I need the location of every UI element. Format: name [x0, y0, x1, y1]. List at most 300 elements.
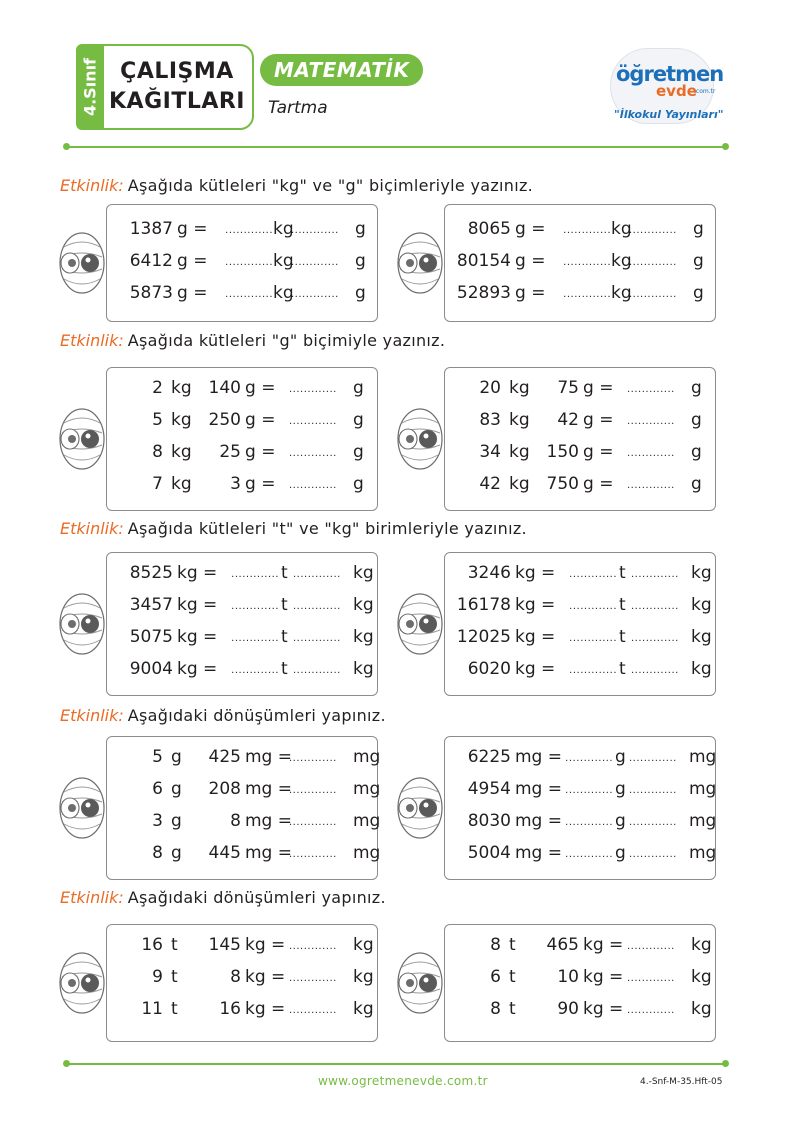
activity-heading — [60, 888, 386, 907]
answer-blank[interactable]: ............. — [289, 785, 337, 796]
value-2: 140 — [208, 378, 241, 398]
unit-1: t — [509, 999, 516, 1019]
exercise-row — [445, 378, 715, 402]
logo-text-top: öğretmen — [616, 62, 724, 86]
footer-divider — [66, 1063, 726, 1065]
unit-3: mg — [353, 779, 381, 799]
answer-blank[interactable]: ............. — [231, 601, 279, 612]
exercise-row — [445, 627, 715, 651]
unit-2: g — [615, 811, 626, 831]
answer-blank[interactable]: ............. — [569, 601, 617, 612]
divider-dot — [722, 143, 729, 150]
unit-2: kg — [273, 219, 294, 239]
zebra-mascot-icon — [56, 405, 108, 473]
value-main: 8030 — [467, 811, 511, 831]
unit-3: kg — [353, 563, 374, 583]
answer-blank[interactable]: ............. — [231, 633, 279, 644]
value-2: 250 — [208, 410, 241, 430]
subject-badge: MATEMATİK — [260, 54, 423, 86]
value-2: 208 — [208, 779, 241, 799]
answer-blank[interactable]: ............. — [627, 941, 675, 952]
exercise-row — [107, 563, 377, 587]
header-divider — [66, 146, 726, 148]
unit-3: g — [353, 410, 364, 430]
value-main: 5873 — [129, 283, 173, 303]
answer-blank[interactable]: ............. — [629, 849, 677, 860]
answer-blank[interactable]: ............. — [629, 257, 677, 268]
unit-2: g — [615, 843, 626, 863]
answer-blank[interactable]: ............. — [563, 289, 611, 300]
answer-blank[interactable]: ............. — [629, 753, 677, 764]
unit-1: t — [171, 967, 178, 987]
exercise-row — [107, 283, 377, 307]
answer-blank[interactable]: ............. — [569, 569, 617, 580]
value-2: 10 — [557, 967, 579, 987]
value-main: 8525 — [129, 563, 173, 583]
answer-blank[interactable]: ............. — [563, 257, 611, 268]
activity-heading — [60, 176, 533, 195]
answer-blank[interactable]: ............. — [629, 785, 677, 796]
unit-2: t — [281, 595, 288, 615]
exercise-row — [107, 967, 377, 991]
unit-2: mg = — [245, 747, 292, 767]
exercise-row — [445, 659, 715, 683]
exercise-row — [107, 595, 377, 619]
exercise-box-right — [444, 924, 716, 1042]
answer-blank[interactable]: ............. — [627, 416, 675, 427]
answer-blank[interactable]: ............. — [231, 665, 279, 676]
unit-1: g — [171, 843, 182, 863]
answer-blank[interactable]: ............. — [565, 753, 613, 764]
activity-instruction: Aşağıda kütleleri "t" ve "kg" birimleriyle yazınız. — [127, 519, 527, 538]
answer-blank[interactable]: ............. — [289, 448, 337, 459]
exercise-box-right — [444, 552, 716, 696]
unit-1: g = — [515, 219, 546, 239]
value-main: 8 — [490, 999, 501, 1019]
exercise-box-left — [106, 367, 378, 511]
exercise-row — [107, 627, 377, 651]
unit-1: kg — [509, 474, 530, 494]
unit-3: kg — [353, 659, 374, 679]
answer-blank[interactable]: ............. — [225, 225, 273, 236]
value-main: 6020 — [467, 659, 511, 679]
logo-text-domain: .com.tr — [694, 88, 716, 95]
exercise-row — [107, 251, 377, 275]
exercise-row — [445, 474, 715, 498]
exercise-row — [107, 811, 381, 835]
unit-2: kg = — [583, 935, 624, 955]
value-main: 12025 — [456, 627, 511, 647]
value-2: 145 — [208, 935, 241, 955]
value-main: 8 — [152, 843, 163, 863]
zebra-mascot-icon — [394, 229, 446, 297]
zebra-mascot-icon — [56, 229, 108, 297]
unit-2: mg = — [245, 843, 292, 863]
answer-blank[interactable]: ............. — [293, 569, 341, 580]
zebra-mascot-icon — [56, 590, 108, 658]
answer-blank[interactable]: ............. — [289, 973, 337, 984]
answer-blank[interactable]: ............. — [289, 753, 337, 764]
unit-1: kg = — [515, 627, 556, 647]
answer-blank[interactable]: ............. — [293, 633, 341, 644]
zebra-mascot-icon — [394, 590, 446, 658]
answer-blank[interactable]: ............. — [231, 569, 279, 580]
unit-2: g = — [245, 474, 276, 494]
answer-blank[interactable]: ............. — [565, 849, 613, 860]
exercise-row — [445, 283, 715, 307]
unit-2: t — [619, 627, 626, 647]
unit-2: t — [619, 563, 626, 583]
unit-3: g — [691, 474, 702, 494]
unit-1: mg = — [515, 843, 562, 863]
activity-heading — [60, 519, 527, 538]
unit-2: mg = — [245, 779, 292, 799]
unit-3: mg — [689, 747, 717, 767]
unit-1: kg — [171, 474, 192, 494]
unit-3: g — [691, 410, 702, 430]
unit-2: g — [615, 747, 626, 767]
answer-blank[interactable]: ............. — [569, 633, 617, 644]
exercise-row — [107, 843, 381, 867]
activity-instruction: Aşağıda kütleleri "kg" ve "g" biçimleriyle yazınız. — [127, 176, 534, 195]
answer-blank[interactable]: ............. — [289, 480, 337, 491]
unit-3: kg — [691, 967, 712, 987]
activity-heading — [60, 331, 445, 350]
logo-text-mid: evde — [656, 82, 697, 100]
answer-blank[interactable]: ............. — [627, 973, 675, 984]
unit-1: g = — [177, 251, 208, 271]
unit-1: mg = — [515, 811, 562, 831]
exercise-row — [107, 442, 377, 466]
unit-3: kg — [691, 627, 712, 647]
exercise-row — [107, 779, 381, 803]
value-main: 83 — [479, 410, 501, 430]
answer-blank[interactable]: ............. — [627, 1005, 675, 1016]
value-2: 8 — [230, 811, 241, 831]
exercise-box-left — [106, 736, 381, 880]
unit-1: kg = — [177, 595, 218, 615]
value-2: 16 — [219, 999, 241, 1019]
unit-3: g — [693, 283, 704, 303]
answer-blank[interactable]: ............. — [569, 665, 617, 676]
divider-dot — [722, 1060, 729, 1067]
unit-2: g = — [245, 442, 276, 462]
zebra-mascot-icon — [394, 949, 446, 1017]
exercise-row — [445, 563, 715, 587]
activity-instruction: Aşağıda kütleleri "g" biçimiyle yazınız. — [127, 331, 446, 350]
unit-3: kg — [353, 595, 374, 615]
unit-1: kg = — [177, 659, 218, 679]
value-main: 1387 — [129, 219, 173, 239]
unit-1: g — [171, 747, 182, 767]
unit-3: g — [353, 442, 364, 462]
unit-1: kg — [509, 410, 530, 430]
title-line-2: KAĞITLARI — [109, 89, 245, 114]
unit-1: t — [171, 999, 178, 1019]
unit-3: mg — [353, 747, 381, 767]
unit-3: g — [691, 378, 702, 398]
grade-label: 4.Sınıf — [80, 57, 100, 117]
unit-2: g = — [583, 474, 614, 494]
topic-label: Tartma — [268, 98, 328, 118]
unit-1: g = — [177, 283, 208, 303]
exercise-row — [445, 811, 715, 835]
unit-3: g — [355, 251, 366, 271]
unit-3: mg — [353, 811, 381, 831]
unit-3: mg — [689, 779, 717, 799]
answer-blank[interactable]: ............. — [627, 384, 675, 395]
unit-2: kg — [611, 219, 632, 239]
unit-2: kg — [273, 283, 294, 303]
value-main: 5075 — [129, 627, 173, 647]
unit-2: g = — [245, 410, 276, 430]
unit-3: kg — [353, 627, 374, 647]
exercise-box-right — [444, 736, 716, 880]
unit-2: g = — [245, 378, 276, 398]
unit-3: g — [693, 251, 704, 271]
unit-1: kg — [171, 378, 192, 398]
answer-blank[interactable]: ............. — [563, 225, 611, 236]
exercise-box-left — [106, 924, 378, 1042]
exercise-row — [445, 219, 715, 243]
answer-blank[interactable]: ............. — [225, 289, 273, 300]
exercise-row — [445, 935, 715, 959]
answer-blank[interactable]: ............. — [631, 665, 679, 676]
unit-1: g — [171, 811, 182, 831]
unit-3: g — [353, 378, 364, 398]
exercise-row — [107, 935, 377, 959]
unit-3: kg — [353, 935, 374, 955]
value-main: 4954 — [467, 779, 511, 799]
value-2: 25 — [219, 442, 241, 462]
value-main: 34 — [479, 442, 501, 462]
zebra-mascot-icon — [394, 405, 446, 473]
unit-3: kg — [353, 999, 374, 1019]
value-main: 3246 — [467, 563, 511, 583]
unit-3: kg — [353, 967, 374, 987]
answer-blank[interactable]: ............. — [631, 601, 679, 612]
value-2: 750 — [546, 474, 579, 494]
unit-2: g — [615, 779, 626, 799]
answer-blank[interactable]: ............. — [631, 633, 679, 644]
exercise-box-left — [106, 552, 378, 696]
unit-2: kg = — [245, 967, 286, 987]
answer-blank[interactable]: ............. — [289, 1005, 337, 1016]
exercise-row — [445, 999, 715, 1023]
unit-1: mg = — [515, 747, 562, 767]
unit-2: kg — [611, 283, 632, 303]
title-line-1: ÇALIŞMA — [120, 59, 234, 84]
zebra-mascot-icon — [56, 949, 108, 1017]
unit-2: kg = — [583, 999, 624, 1019]
value-main: 16 — [141, 935, 163, 955]
activity-label: Etkinlik: — [60, 519, 124, 538]
unit-1: g = — [177, 219, 208, 239]
unit-3: kg — [691, 935, 712, 955]
unit-1: kg = — [515, 659, 556, 679]
answer-blank[interactable]: ............. — [629, 225, 677, 236]
unit-2: t — [281, 627, 288, 647]
unit-2: g = — [583, 378, 614, 398]
unit-1: g = — [515, 251, 546, 271]
unit-3: g — [355, 219, 366, 239]
value-main: 5 — [152, 410, 163, 430]
value-main: 5 — [152, 747, 163, 767]
unit-2: kg — [611, 251, 632, 271]
exercise-row — [445, 442, 715, 466]
exercise-row — [107, 378, 377, 402]
exercise-box-right — [444, 367, 716, 511]
answer-blank[interactable]: ............. — [225, 257, 273, 268]
answer-blank[interactable]: ............. — [565, 785, 613, 796]
unit-2: t — [619, 595, 626, 615]
exercise-row — [445, 410, 715, 434]
unit-3: kg — [691, 659, 712, 679]
value-2: 90 — [557, 999, 579, 1019]
unit-2: kg = — [245, 999, 286, 1019]
unit-3: g — [693, 219, 704, 239]
value-main: 9004 — [129, 659, 173, 679]
unit-3: mg — [689, 811, 717, 831]
unit-3: g — [691, 442, 702, 462]
unit-1: kg — [171, 442, 192, 462]
value-2: 445 — [208, 843, 241, 863]
unit-2: g = — [583, 442, 614, 462]
value-main: 20 — [479, 378, 501, 398]
exercise-row — [445, 843, 715, 867]
unit-3: kg — [691, 563, 712, 583]
unit-3: kg — [691, 595, 712, 615]
unit-3: g — [355, 283, 366, 303]
value-main: 42 — [479, 474, 501, 494]
exercise-row — [445, 747, 715, 771]
answer-blank[interactable]: ............. — [627, 480, 675, 491]
answer-blank[interactable]: ............. — [289, 384, 337, 395]
answer-blank[interactable]: ............. — [289, 817, 337, 828]
footer-code: 4.-Snf-M-35.Hft-05 — [640, 1077, 723, 1087]
unit-1: g = — [515, 283, 546, 303]
unit-2: t — [281, 659, 288, 679]
unit-1: kg = — [515, 563, 556, 583]
value-main: 11 — [141, 999, 163, 1019]
answer-blank[interactable]: ............. — [627, 448, 675, 459]
zebra-mascot-icon — [56, 774, 108, 842]
unit-1: kg — [509, 378, 530, 398]
value-main: 6 — [490, 967, 501, 987]
exercise-row — [107, 999, 377, 1023]
unit-1: kg — [509, 442, 530, 462]
activity-label: Etkinlik: — [60, 176, 124, 195]
exercise-row — [107, 219, 377, 243]
value-2: 425 — [208, 747, 241, 767]
activity-label: Etkinlik: — [60, 706, 124, 725]
unit-2: kg = — [583, 967, 624, 987]
unit-1: kg — [171, 410, 192, 430]
answer-blank[interactable]: ............. — [291, 257, 339, 268]
answer-blank[interactable]: ............. — [631, 569, 679, 580]
publisher-logo — [604, 42, 724, 134]
unit-2: kg — [273, 251, 294, 271]
unit-2: mg = — [245, 811, 292, 831]
value-main: 7 — [152, 474, 163, 494]
answer-blank[interactable]: ............. — [291, 225, 339, 236]
value-main: 9 — [152, 967, 163, 987]
unit-3: kg — [691, 999, 712, 1019]
value-2: 465 — [546, 935, 579, 955]
footer-url: www.ogretmenevde.com.tr — [318, 1074, 488, 1088]
exercise-row — [107, 659, 377, 683]
answer-blank[interactable]: ............. — [289, 416, 337, 427]
unit-1: t — [171, 935, 178, 955]
exercise-row — [445, 779, 715, 803]
exercise-row — [445, 967, 715, 991]
answer-blank[interactable]: ............. — [565, 817, 613, 828]
value-main: 2 — [152, 378, 163, 398]
unit-3: g — [353, 474, 364, 494]
answer-blank[interactable]: ............. — [293, 601, 341, 612]
value-main: 80154 — [456, 251, 511, 271]
unit-1: t — [509, 935, 516, 955]
worksheet-title — [100, 44, 254, 130]
value-main: 6 — [152, 779, 163, 799]
divider-dot — [63, 143, 70, 150]
value-main: 52893 — [456, 283, 511, 303]
value-2: 150 — [546, 442, 579, 462]
value-main: 5004 — [467, 843, 511, 863]
activity-instruction: Aşağıdaki dönüşümleri yapınız. — [127, 706, 386, 725]
unit-1: kg = — [177, 563, 218, 583]
value-main: 8 — [490, 935, 501, 955]
unit-1: kg = — [177, 627, 218, 647]
value-main: 3 — [152, 811, 163, 831]
activity-instruction: Aşağıdaki dönüşümleri yapınız. — [127, 888, 386, 907]
unit-2: kg = — [245, 935, 286, 955]
answer-blank[interactable]: ............. — [293, 665, 341, 676]
exercise-row — [107, 747, 381, 771]
unit-2: t — [619, 659, 626, 679]
value-main: 3457 — [129, 595, 173, 615]
value-2: 8 — [230, 967, 241, 987]
unit-2: g = — [583, 410, 614, 430]
value-2: 75 — [557, 378, 579, 398]
value-main: 6412 — [129, 251, 173, 271]
exercise-row — [107, 474, 377, 498]
answer-blank[interactable]: ............. — [291, 289, 339, 300]
unit-1: t — [509, 967, 516, 987]
activity-heading — [60, 706, 386, 725]
answer-blank[interactable]: ............. — [629, 817, 677, 828]
unit-1: g — [171, 779, 182, 799]
answer-blank[interactable]: ............. — [289, 941, 337, 952]
answer-blank[interactable]: ............. — [629, 289, 677, 300]
value-main: 8 — [152, 442, 163, 462]
activity-label: Etkinlik: — [60, 888, 124, 907]
value-main: 16178 — [456, 595, 511, 615]
exercise-box-left — [106, 204, 378, 322]
unit-3: mg — [353, 843, 381, 863]
logo-text-bottom: "İlkokul Yayınları" — [614, 108, 724, 121]
unit-1: mg = — [515, 779, 562, 799]
exercise-row — [445, 595, 715, 619]
divider-dot — [63, 1060, 70, 1067]
exercise-box-right — [444, 204, 716, 322]
answer-blank[interactable]: ............. — [289, 849, 337, 860]
exercise-row — [107, 410, 377, 434]
exercise-row — [445, 251, 715, 275]
unit-1: kg = — [515, 595, 556, 615]
value-2: 3 — [230, 474, 241, 494]
unit-3: mg — [689, 843, 717, 863]
